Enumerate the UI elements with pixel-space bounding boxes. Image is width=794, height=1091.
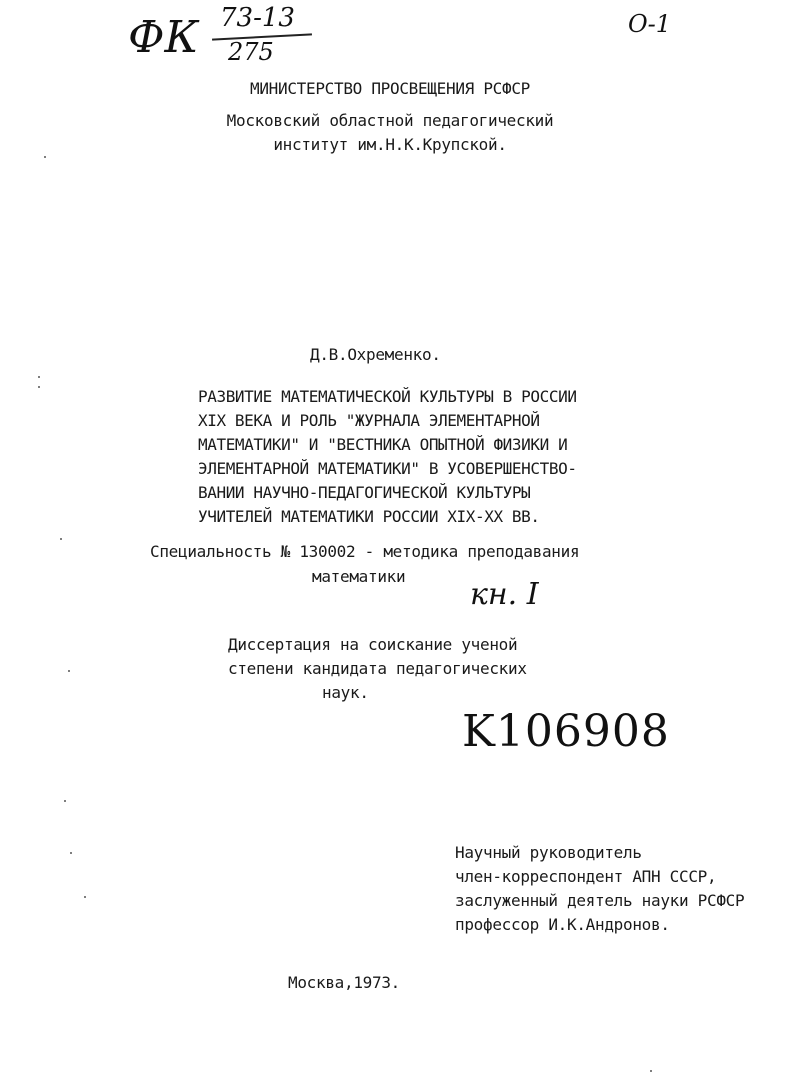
stamp-fraction-top: 73-13: [220, 3, 295, 33]
scan-speck: [64, 800, 66, 802]
specialty-line-1: Специальность № 130002 - методика преподавания: [150, 542, 580, 561]
corner-mark: О-1: [628, 10, 672, 38]
supervisor-line-1: Научный руководитель: [455, 843, 642, 862]
degree-line-1: Диссертация на соискание ученой: [228, 635, 518, 654]
scan-speck: [68, 670, 70, 672]
scan-speck: [44, 156, 46, 158]
ministry-line: МИНИСТЕРСТВО ПРОСВЕЩЕНИЯ РСФСР: [250, 79, 530, 98]
supervisor-line-4: профессор И.К.Андронов.: [455, 915, 670, 934]
supervisor-line-3: заслуженный деятель науки РСФСР: [455, 891, 745, 910]
city-year: Москва,1973.: [288, 973, 400, 992]
title-line-6: УЧИТЕЛЕЙ МАТЕМАТИКИ РОССИИ XIX-XX ВВ.: [198, 507, 540, 526]
institute-line-1: Московский областной педагогический: [226, 111, 554, 130]
stamp-fraction-bottom: 275: [228, 38, 274, 66]
institute-line-2: институт им.Н.К.Крупской.: [273, 135, 507, 154]
scan-speck: [84, 896, 86, 898]
title-line-5: ВАНИИ НАУЧНО-ПЕДАГОГИЧЕСКОЙ КУЛЬТУРЫ: [198, 483, 531, 502]
specialty-line-2: математики: [312, 567, 406, 586]
title-line-1: РАЗВИТИЕ МАТЕМАТИЧЕСКОЙ КУЛЬТУРЫ В РОССИИ: [198, 387, 577, 406]
supervisor-line-2: член-корреспондент АПН СССР,: [455, 867, 717, 886]
degree-line-2: степени кандидата педагогических: [228, 659, 527, 678]
author-name: Д.В.Охременко.: [310, 345, 441, 364]
scan-speck: [38, 376, 40, 378]
title-line-2: XIX ВЕКА И РОЛЬ "ЖУРНАЛА ЭЛЕМЕНТАРНОЙ: [198, 411, 540, 430]
volume-mark: кн. I: [470, 577, 539, 612]
scan-speck: [650, 1070, 652, 1072]
scan-speck: [38, 386, 40, 388]
scan-speck: [70, 852, 72, 854]
degree-line-3: наук.: [322, 683, 369, 702]
stamp-prefix: ФК: [128, 12, 199, 63]
inventory-number: K106908: [462, 706, 670, 757]
title-line-3: МАТЕМАТИКИ" И "ВЕСТНИКА ОПЫТНОЙ ФИЗИКИ И: [198, 435, 568, 454]
scan-speck: [60, 538, 62, 540]
title-line-4: ЭЛЕМЕНТАРНОЙ МАТЕМАТИКИ" В УСОВЕРШЕНСТВО-: [198, 459, 577, 478]
